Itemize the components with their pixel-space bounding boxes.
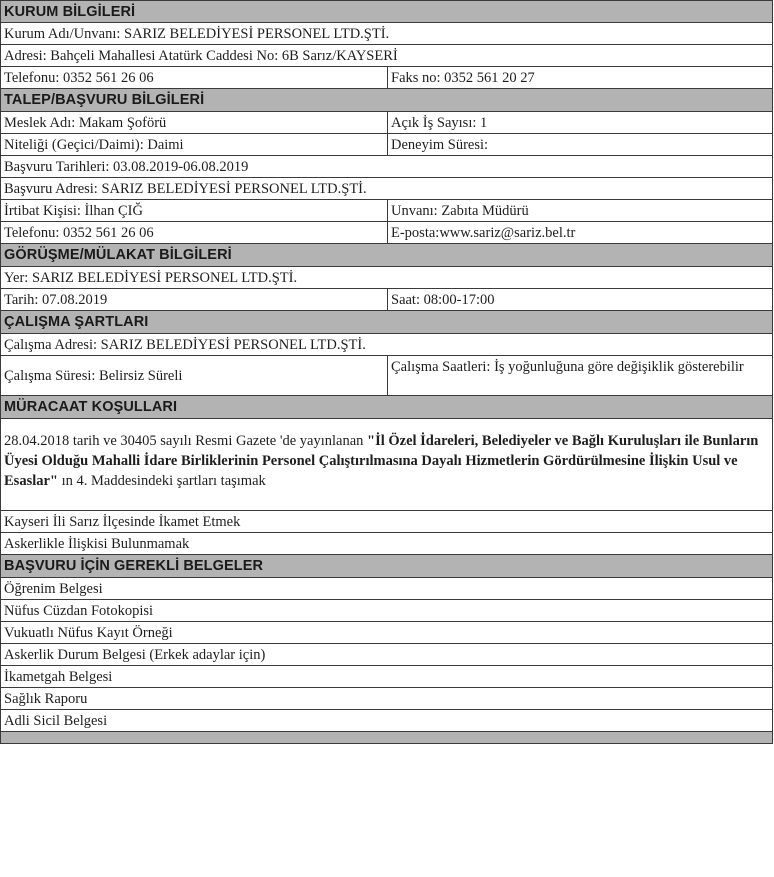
list-item xyxy=(0,710,773,732)
section-header-talep xyxy=(0,89,773,112)
list-item xyxy=(0,511,773,533)
table-row xyxy=(0,45,773,67)
section-title: BAŞVURU İÇİN GEREKLİ BELGELER xyxy=(4,558,264,574)
institution-address: Adresi: Bahçeli Mahallesi Atatürk Caddesi No: 6B Sarız/KAYSERİ xyxy=(4,47,398,64)
section-header-belgeler xyxy=(0,555,773,578)
table-row xyxy=(0,67,773,89)
open-positions: Açık İş Sayısı: 1 xyxy=(391,114,488,131)
table-row xyxy=(0,200,773,222)
list-item xyxy=(0,600,773,622)
institution-phone: Telefonu: 0352 561 26 06 xyxy=(1,67,388,88)
table-row xyxy=(0,178,773,200)
document-item: Askerlik Durum Belgesi (Erkek adaylar için) xyxy=(4,646,266,663)
list-item xyxy=(0,578,773,600)
section-title: MÜRACAAT KOŞULLARI xyxy=(4,399,178,415)
condition-item: Askerlikle İlişkisi Bulunmamak xyxy=(4,535,190,552)
profession-name: Meslek Adı: Makam Şoförü xyxy=(1,112,388,133)
table-row xyxy=(0,289,773,311)
table-row xyxy=(0,156,773,178)
list-item xyxy=(0,533,773,555)
table-row xyxy=(0,222,773,244)
section-title: GÖRÜŞME/MÜLAKAT BİLGİLERİ xyxy=(4,247,232,263)
work-duration: Çalışma Süresi: Belirsiz Süreli xyxy=(1,356,388,395)
table-row xyxy=(0,267,773,289)
section-title: TALEP/BAŞVURU BİLGİLERİ xyxy=(4,92,205,108)
section-header-calisma xyxy=(0,311,773,334)
interview-date: Tarih: 07.08.2019 xyxy=(1,289,388,310)
contact-person: İrtibat Kişisi: İlhan ÇIĞ xyxy=(1,200,388,221)
section-header-kurum xyxy=(0,0,773,23)
paragraph-text: ın 4. Maddesindeki şartları taşımak xyxy=(57,473,266,489)
interview-location: Yer: SARIZ BELEDİYESİ PERSONEL LTD.ŞTİ. xyxy=(4,269,298,286)
list-item xyxy=(0,688,773,710)
section-title: ÇALIŞMA ŞARTLARI xyxy=(4,314,149,330)
institution-name: Kurum Adı/Unvanı: SARIZ BELEDİYESİ PERSONEL LTD.ŞTİ. xyxy=(4,25,390,42)
table-row xyxy=(0,334,773,356)
position-type: Niteliği (Geçici/Daimi): Daimi xyxy=(1,134,388,155)
application-address: Başvuru Adresi: SARIZ BELEDİYESİ PERSONEL LTD.ŞTİ. xyxy=(4,180,367,197)
list-item xyxy=(0,644,773,666)
section-header-gorusme xyxy=(0,244,773,267)
document-item: Vukuatlı Nüfus Kayıt Örneği xyxy=(4,624,173,641)
table-row xyxy=(0,419,773,511)
table-row xyxy=(0,356,773,396)
document-item: Nüfus Cüzdan Fotokopisi xyxy=(4,602,154,619)
list-item xyxy=(0,666,773,688)
table-row xyxy=(0,112,773,134)
document-item: Öğrenim Belgesi xyxy=(4,580,103,597)
application-dates: Başvuru Tarihleri: 03.08.2019-06.08.2019 xyxy=(4,158,249,175)
interview-time: Saat: 08:00-17:00 xyxy=(391,291,495,308)
document-item: İkametgah Belgesi xyxy=(4,668,113,685)
contact-title: Unvanı: Zabıta Müdürü xyxy=(391,202,529,219)
section-title: KURUM BİLGİLERİ xyxy=(4,3,136,20)
application-conditions-paragraph xyxy=(1,419,772,510)
contact-email: E-posta:www.sariz@sariz.bel.tr xyxy=(391,224,576,241)
regulation-title: "İl Özel İdareleri, Belediyeler ve Bağlı Kuruluşları ile Bunların Üyesi Olduğu Mahalli İdare Birliklerinin Personel Çalıştırılmasına Dayalı Hizmetlerin Gördürülmesine İlişkin Usul ve Esaslar" xyxy=(4,433,759,489)
table-row xyxy=(0,23,773,45)
experience-duration: Deneyim Süresi: xyxy=(391,136,489,153)
section-header-muracaat xyxy=(0,396,773,419)
document-item: Adli Sicil Belgesi xyxy=(4,712,108,729)
institution-fax: Faks no: 0352 561 20 27 xyxy=(391,69,535,86)
contact-phone: Telefonu: 0352 561 26 06 xyxy=(1,222,388,243)
document-item: Sağlık Raporu xyxy=(4,690,88,707)
section-header-partial xyxy=(0,732,773,744)
list-item xyxy=(0,622,773,644)
condition-item: Kayseri İli Sarız İlçesinde İkamet Etmek xyxy=(4,513,241,530)
work-hours: Çalışma Saatleri: İş yoğunluğuna göre değişiklik gösterebilir xyxy=(391,359,744,375)
table-row xyxy=(0,134,773,156)
work-address: Çalışma Adresi: SARIZ BELEDİYESİ PERSONEL LTD.ŞTİ. xyxy=(4,336,366,353)
paragraph-text: 28.04.2018 tarih ve 30405 sayılı Resmi Gazete 'de yayınlanan xyxy=(4,433,368,449)
